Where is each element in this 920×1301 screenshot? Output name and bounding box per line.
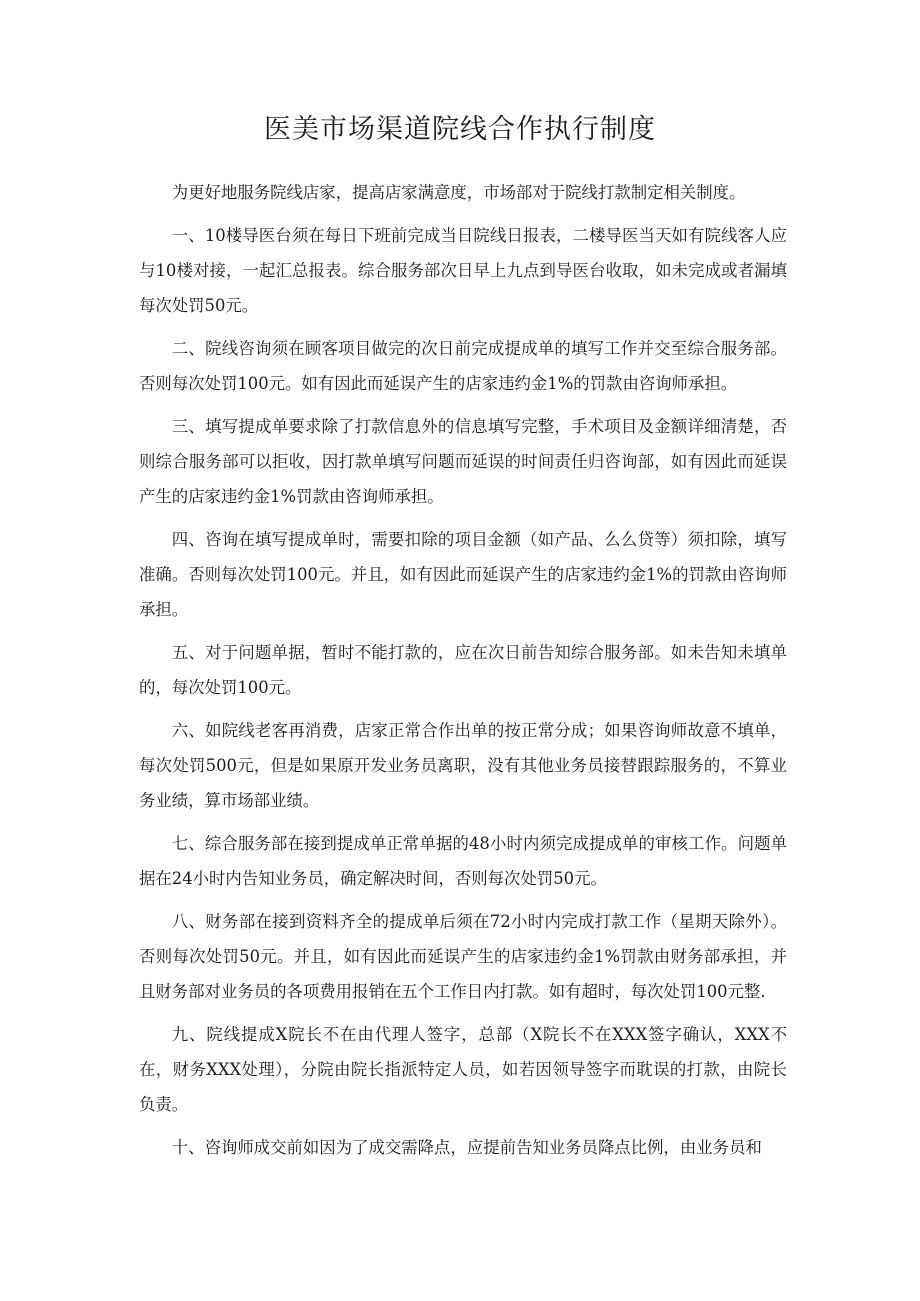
document-body: [139, 175, 787, 1173]
rule-paragraph-9: 九、院线提成X院长不在由代理人签字，总部（X院长不在XXX签字确认，XXX不在，财务XXX处理），分院由院长指派特定人员，如若因领导签字而耽误的打款，由院长负责。: [139, 1025, 787, 1114]
intro-paragraph: 为更好地服务院线店家，提高店家满意度，市场部对于院线打款制定相关制度。: [171, 183, 746, 202]
rule-paragraph-7: 七、综合服务部在接到提成单正常单据的48小时内须完成提成单的审核工作。问题单据在24小时内告知业务员，确定解决时间，否则每次处罚50元。: [139, 834, 787, 888]
rule-paragraph-5: 五、对于问题单据，暂时不能打款的，应在次日前告知综合服务部。如未告知未填单的，每次处罚100元。: [139, 643, 787, 697]
rule-paragraph-6: 六、如院线老客再消费，店家正常合作出单的按正常分成；如果咨询师故意不填单，每次处罚500元，但是如果原开发业务员离职，没有其他业务员接替跟踪服务的，不算业务业绩，算市场部业绩。: [139, 721, 787, 810]
rule-paragraph-1: 一、10楼导医台须在每日下班前完成当日院线日报表，二楼导医当天如有院线客人应与10楼对接，一起汇总报表。综合服务部次日早上九点到导医台收取，如未完成或者漏填每次处罚50元。: [139, 226, 787, 315]
rule-paragraph-10: 十、咨询师成交前如因为了成交需降点，应提前告知业务员降点比例，由业务员和: [171, 1138, 762, 1157]
rule-paragraph-8: 八、财务部在接到资料齐全的提成单后须在72小时内完成打款工作（星期天除外）。否则每次处罚50元。并且，如有因此而延误产生的店家违约金1%罚款由财务部承担，并且财务部对业务员的各项费用报销在五个工作日内打款。如有超时，每次处罚100元整.: [139, 912, 787, 1001]
rule-paragraph-2: 二、院线咨询须在顾客项目做完的次日前完成提成单的填写工作并交至综合服务部。否则每次处罚100元。如有因此而延误产生的店家违约金1%的罚款由咨询师承担。: [139, 339, 787, 393]
document-title: 医美市场渠道院线合作执行制度: [264, 114, 656, 145]
rule-paragraph-3: 三、填写提成单要求除了打款信息外的信息填写完整，手术项目及金额详细清楚，否则综合服务部可以拒收，因打款单填写问题而延误的时间责任归咨询部，如有因此而延误产生的店家违约金1%罚款由咨询师承担。: [139, 417, 787, 506]
rule-paragraph-4: 四、咨询在填写提成单时，需要扣除的项目金额（如产品、么么贷等）须扣除，填写准确。否则每次处罚100元。并且，如有因此而延误产生的店家违约金1%的罚款由咨询师承担。: [139, 530, 787, 619]
